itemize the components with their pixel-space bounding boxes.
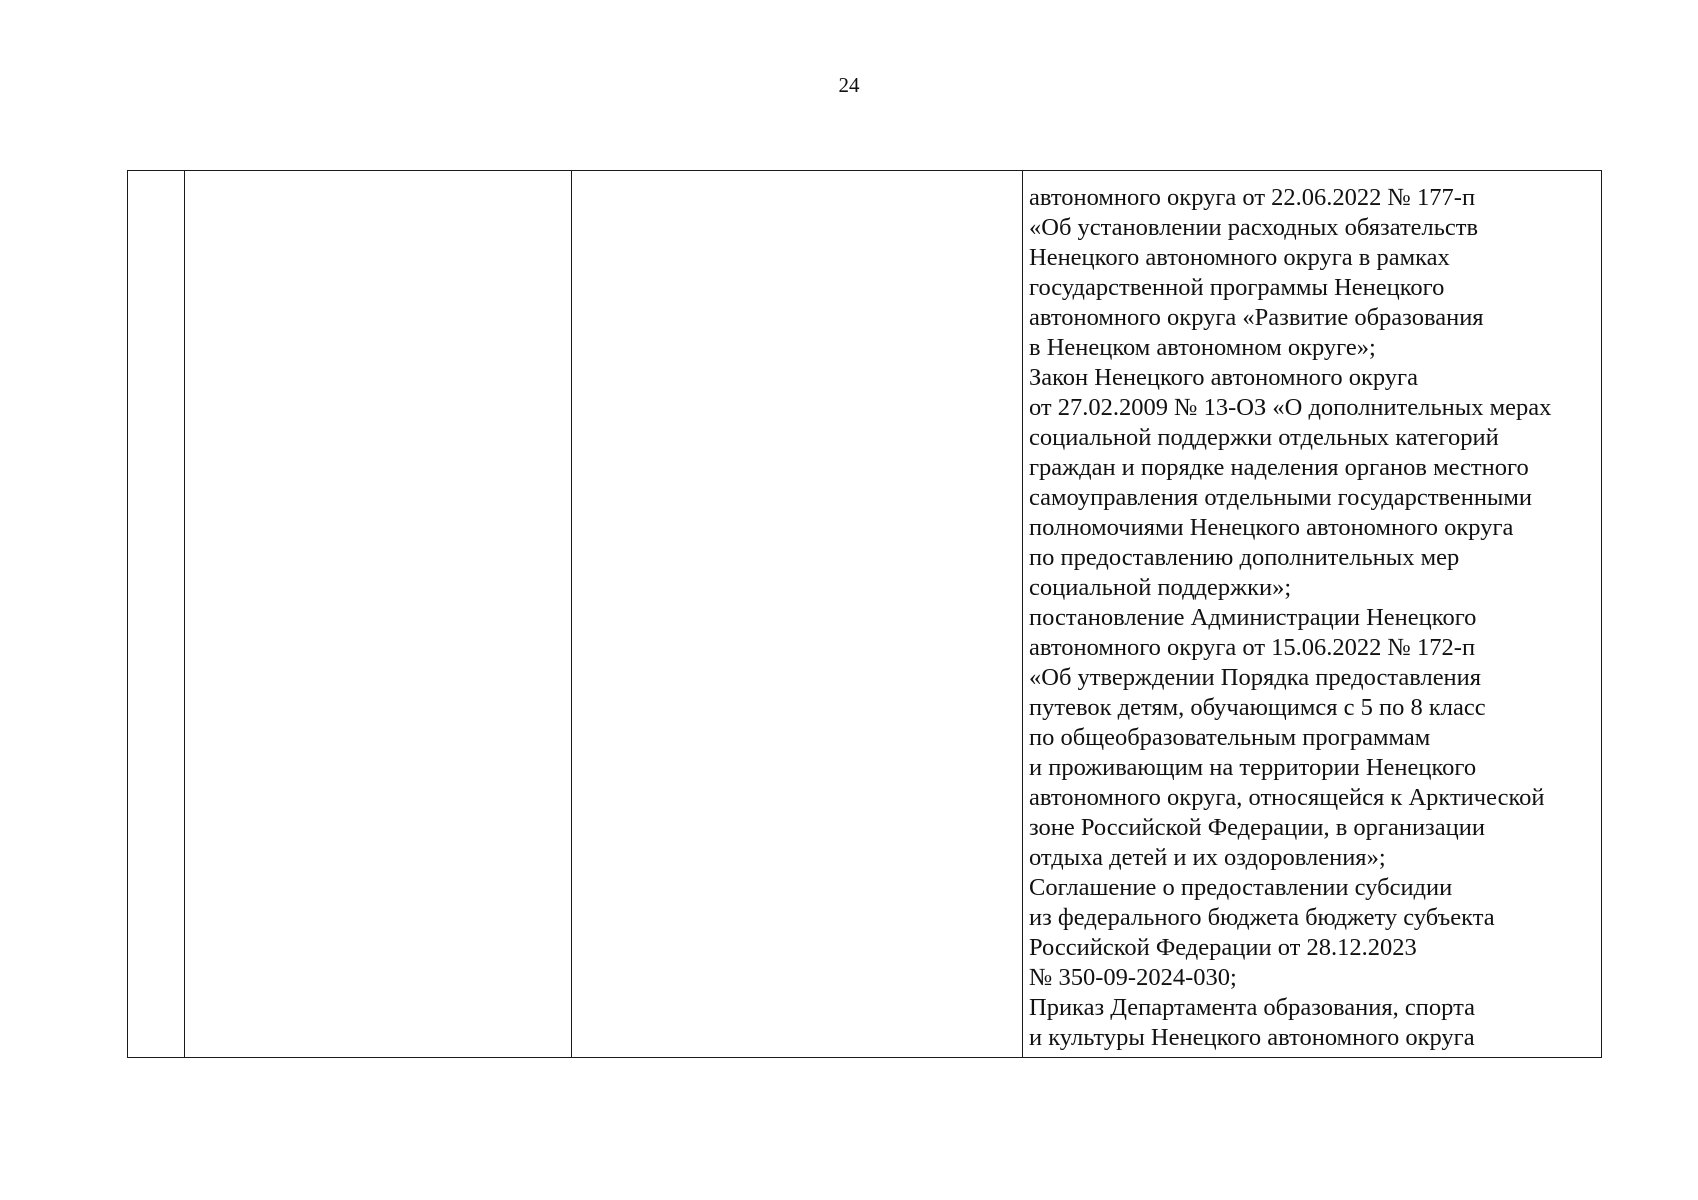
text-line: автономного округа, относящейся к Арктической [1029,784,1545,811]
text-line: от 27.02.2009 № 13-ОЗ «О дополнительных мерах [1029,394,1552,421]
text-line: автономного округа «Развитие образования [1029,304,1484,331]
document-table [127,170,1602,1058]
text-line: постановление Администрации Ненецкого [1029,604,1477,631]
text-line: граждан и порядке наделения органов местного [1029,454,1529,481]
text-line: зоне Российской Федерации, в организации [1029,814,1485,841]
text-line: автономного округа от 22.06.2022 № 177-п [1029,184,1476,211]
table-cell-name [185,171,572,1058]
text-line: полномочиями Ненецкого автономного округа [1029,514,1514,541]
table-cell-description [572,171,1023,1058]
text-line: Соглашение о предоставлении субсидии [1029,874,1453,901]
text-line: социальной поддержки»; [1029,574,1292,601]
text-line: Российской Федерации от 28.12.2023 [1029,934,1417,961]
text-line: из федерального бюджета бюджету субъекта [1029,904,1495,931]
text-line: и культуры Ненецкого автономного округа [1029,1024,1475,1051]
text-line: социальной поддержки отдельных категорий [1029,424,1499,451]
text-line: и проживающим на территории Ненецкого [1029,754,1477,781]
text-line: по предоставлению дополнительных мер [1029,544,1460,571]
text-line: отдыха детей и их оздоровления»; [1029,844,1386,871]
text-line: № 350-09-2024-030; [1029,964,1237,991]
text-line: «Об установлении расходных обязательств [1029,214,1479,241]
table-cell-index [128,171,185,1058]
text-line: Закон Ненецкого автономного округа [1029,364,1418,391]
text-line: самоуправления отдельными государственными [1029,484,1533,511]
text-line: по общеобразовательным программам [1029,724,1431,751]
text-line: автономного округа от 15.06.2022 № 172-п [1029,634,1476,661]
text-line: путевок детям, обучающимся с 5 по 8 класс [1029,694,1486,721]
page-number: 24 [838,73,860,97]
text-line: «Об утверждении Порядка предоставления [1029,664,1482,691]
table-cell-legal-basis [1023,171,1602,1058]
table-row [128,171,1602,1058]
text-line: государственной программы Ненецкого [1029,274,1445,301]
text-line: Ненецкого автономного округа в рамках [1029,244,1450,271]
text-line: в Ненецком автономном округе»; [1029,334,1376,361]
legal-basis-text [1023,171,1601,1053]
text-line: Приказ Департамента образования, спорта [1029,994,1475,1021]
